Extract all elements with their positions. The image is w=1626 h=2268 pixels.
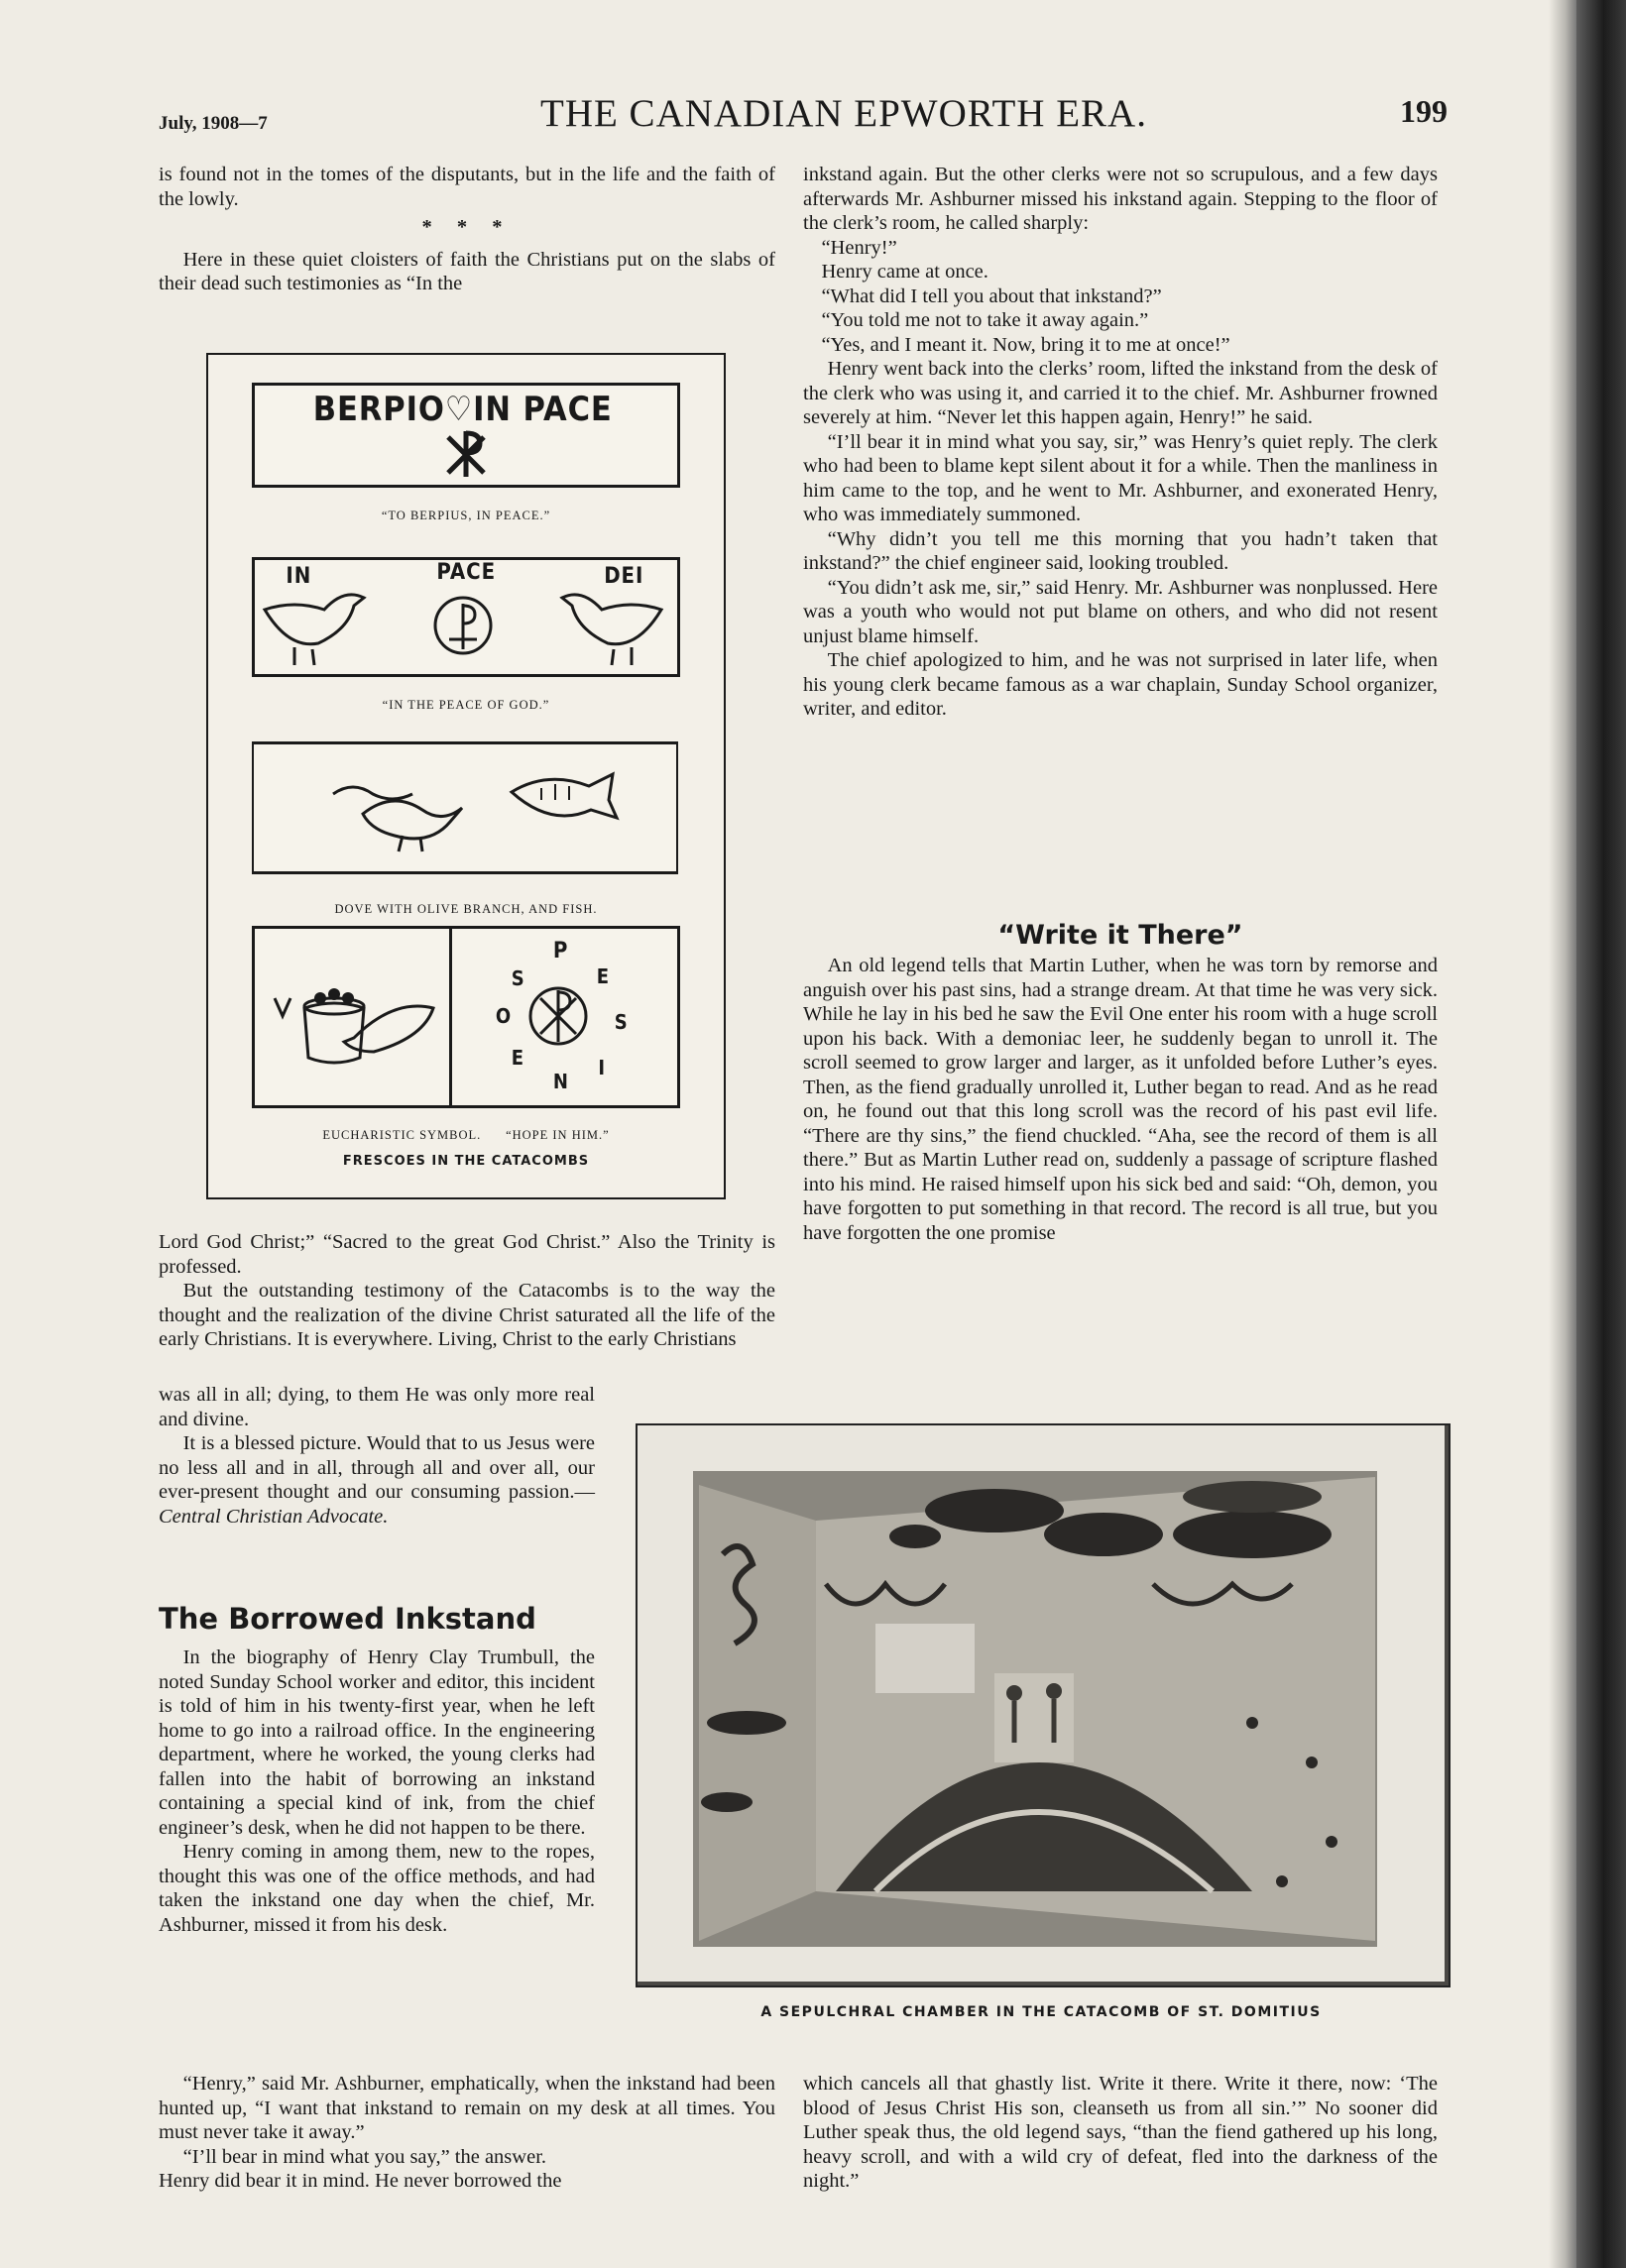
- spes-letter: E: [511, 1046, 524, 1070]
- column-2-luther: [803, 954, 1438, 1245]
- spes-letter: N: [552, 1070, 569, 1093]
- frescoes-figure: [206, 353, 726, 1199]
- column-1-borrowed: [159, 1645, 595, 1937]
- column-1-narrow: [159, 1383, 595, 1529]
- paragraph: “I’ll bear it in mind what you say, sir,” was Henry’s quiet reply. The clerk who had been to blame kept silent about it for a while. Then the manliness in him came to the top, and he went to Mr. Ashburner, and exonerated Henry, who was immediately summoned.: [803, 430, 1438, 525]
- heading-write-it-there: “Write it There”: [997, 920, 1243, 951]
- paragraph: “Henry,” said Mr. Ashburner, emphatically, when the inkstand had been hunted up, “I want that inkstand to remain on my desk at all times. You must never take it away.”: [159, 2073, 775, 2143]
- paragraph: In the biography of Henry Clay Trumbull, the noted Sunday School worker and editor, this incident is told of him in his twenty-first year, when he left home to go into a railroad office. In the engineering department, where he worked, the young clerks had fallen into the habit of borrowing an inkstand containing a special kind of ink, from the chief engineer’s desk, when he did not happen to be there.: [159, 1646, 595, 1839]
- publication-title: THE CANADIAN EPWORTH ERA.: [540, 92, 1147, 135]
- column-2-top: [803, 163, 1438, 722]
- fish-and-bread-basket-icon: [255, 929, 449, 1105]
- paragraph: Here in these quiet cloisters of faith the Christians put on the slabs of their dead such testimonies as “In the: [159, 248, 775, 294]
- dialogue-line: “You told me not to take it away again.”: [821, 309, 1149, 331]
- column-1-bottom: [159, 2072, 775, 2194]
- issue-date: July, 1908—7: [159, 113, 268, 134]
- paragraph: The chief apologized to him, and he was not surprised in later life, when his young clerk became famous as a war chaplain, Sunday School organizer, writer, and editor.: [803, 649, 1438, 720]
- paragraph: “I’ll bear in mind what you say,” the answer.: [182, 2145, 547, 2168]
- panel-caption: DOVE WITH OLIVE BRANCH, AND FISH.: [334, 902, 598, 916]
- dove-olive-fish-icon: [254, 744, 670, 863]
- paragraph: Henry did bear it in mind. He never borrowed the: [159, 2170, 562, 2192]
- spes-letter: P: [552, 939, 569, 964]
- panel-eucharist-hope: [252, 926, 680, 1108]
- panel-berpius: [252, 383, 680, 488]
- column-1-middle: [159, 1230, 775, 1352]
- spes-letter: S: [614, 1010, 629, 1034]
- figure-caption: FRESCOES IN THE CATACOMBS: [342, 1154, 590, 1169]
- panel-word: PACE: [436, 560, 496, 585]
- page-edge-shadow: [1549, 0, 1576, 2268]
- heading-borrowed-inkstand: The Borrowed Inkstand: [159, 1602, 536, 1636]
- paragraph: Lord God Christ;” “Sacred to the great God Christ.” Also the Trinity is professed.: [159, 1231, 775, 1278]
- book-spine: [1576, 0, 1626, 2268]
- hope-caption: “HOPE IN HIM.”: [506, 1128, 610, 1142]
- page-number: 199: [1400, 93, 1448, 129]
- catacomb-photo: [636, 1423, 1451, 1987]
- dialogue-line: “Henry!”: [821, 236, 897, 259]
- paragraph: “Why didn’t you tell me this morning that you hadn’t taken that inkstand?” the chief engineer said, looking troubled.: [803, 527, 1438, 574]
- panel-inscription: BERPIO♡IN PACE: [312, 390, 613, 429]
- column-1-top: [159, 163, 775, 296]
- photo-caption: A SEPULCHRAL CHAMBER IN THE CATACOMB OF ST. DOMITIUS: [760, 2004, 1322, 2020]
- panel-caption: “TO BERPIUS, IN PEACE.”: [381, 509, 551, 522]
- spes-letter: I: [598, 1056, 607, 1079]
- column-2-bottom: [803, 2072, 1438, 2194]
- quote-source: Central Christian Advocate.: [159, 1505, 389, 1528]
- paragraph: But the outstanding testimony of the Catacombs is to the way the thought and the realization of the divine Christ saturated all the life of the early Christians. It is everywhere. Living, Christ to the early Christians: [159, 1280, 775, 1350]
- paragraph: Henry coming in among them, new to the ropes, thought this was one of the office methods, and had taken the inkstand one day when the chief, Mr. Ashburner, missed it from his desk.: [159, 1841, 595, 1936]
- panel-dove-fish: [252, 741, 678, 874]
- dialogue-line: Henry came at once.: [821, 261, 988, 283]
- paragraph: An old legend tells that Martin Luther, when he was torn by remorse and anguish over his past sins, had a strange dream. At that time he was very sick. While he lay in his bed he saw the Evil One enter his room with a huge scroll upon his back. With a demoniac leer, he suddenly began to unroll it. The scroll seemed to grow larger and larger, as it unfolded before Luther’s eyes. Then, as the fiend gradually unrolled it, Luther began to read. And as he read on, he found out that this long scroll was the record of his past evil life. “There are thy sins,” the fiend chuckled. “Aha, see the record of them is all there.” But as Martin Luther read on, suddenly a passage of scripture flashed into his mind. He raised himself upon his sick bed and said: “Oh, demon, you have forgotten to put something in that record. The record is all true, but you have forgotten the one promise: [803, 955, 1438, 1244]
- dialogue-line: “What did I tell you about that inkstand?”: [821, 284, 1162, 307]
- paragraph: [159, 1431, 595, 1529]
- paragraph: which cancels all that ghastly list. Write it there. Write it there, now: ‘The blood of Jesus Christ His son, cleanseth us from all sin.’” No sooner did Luther speak thus, the old legend says, “than the fiend gathered up his long, heavy scroll, and with a wild cry of defeat, fled into the darkness of the night.”: [803, 2073, 1438, 2192]
- eucharistic-caption: EUCHARISTIC SYMBOL.: [322, 1128, 482, 1142]
- panel-peace-of-god: [252, 557, 680, 677]
- section-separator: * * *: [421, 216, 513, 238]
- page-header: [159, 91, 1448, 141]
- panel-word: IN: [286, 564, 312, 589]
- spes-letter: E: [596, 964, 610, 988]
- paragraph: “You didn’t ask me, sir,” said Henry. Mr. Ashburner was nonplussed. Here was a youth who would not put blame on others, and who did not resent unjust blame himself.: [803, 576, 1438, 647]
- spes-letter: S: [511, 966, 525, 990]
- dove-pair-icon: [255, 560, 671, 671]
- dialogue-line: “Yes, and I meant it. Now, bring it to me at once!”: [821, 333, 1230, 356]
- panel-word: DEI: [604, 564, 644, 589]
- spes-letter: O: [495, 1004, 513, 1028]
- paragraph: Henry went back into the clerks’ room, lifted the inkstand from the desk of the clerk who was using it, and carried it to the chief. Mr. Ashburner frowned severely at him. “Never let this happen again, Henry!” he said.: [803, 358, 1438, 428]
- paragraph: is found not in the tomes of the disputants, but in the life and the faith of the lowly.: [159, 164, 775, 210]
- chi-rho-icon: [436, 429, 496, 479]
- panel-caption: “IN THE PEACE OF GOD.”: [382, 698, 550, 712]
- quote-text: It is a blessed picture. Would that to us Jesus were no less all and in all, through all and over all, our ever-present thought and our consuming passion.—: [159, 1432, 595, 1503]
- panel-caption-row: [208, 1128, 724, 1143]
- paragraph: was all in all; dying, to them He was only more real and divine.: [159, 1384, 595, 1430]
- paragraph: inkstand again. But the other clerks were not so scrupulous, and a few days afterwards Mr. Ashburner missed his inkstand again. Stepping to the floor of the clerk’s room, he called sharply:: [803, 164, 1438, 234]
- catacomb-chamber-image: [638, 1425, 1445, 1982]
